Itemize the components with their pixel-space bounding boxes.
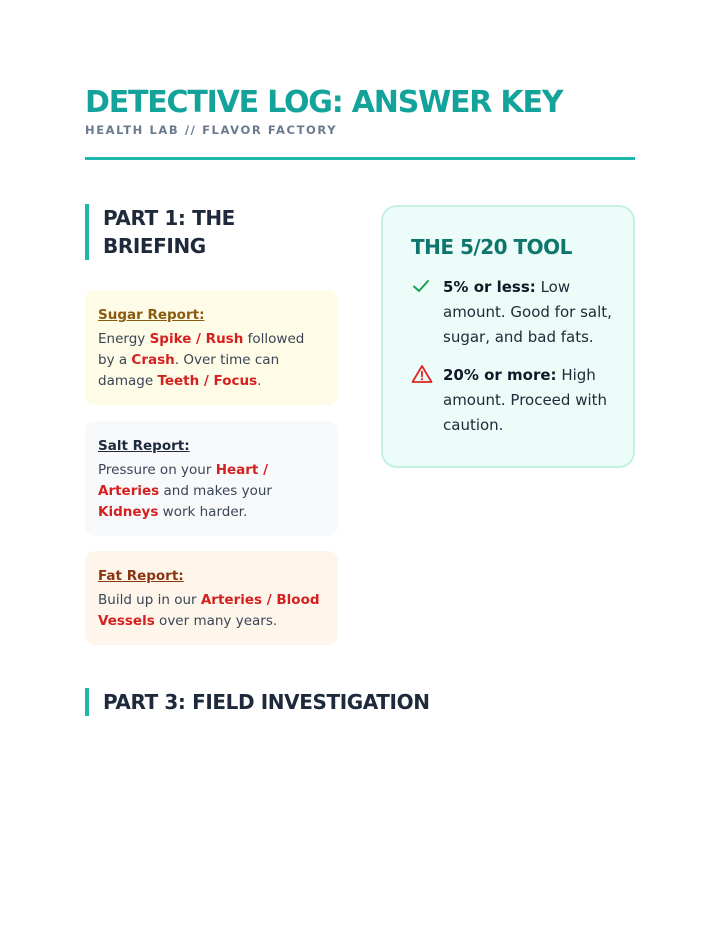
- tool-high-desc: High amount. Proceed with caution.: [443, 366, 608, 434]
- tool-title: THE 5/20 TOOL: [411, 235, 572, 259]
- sugar-text-1: Energy: [98, 331, 150, 347]
- part3-heading: PART 3: FIELD INVESTIGATION: [85, 688, 430, 716]
- salt-text-3: work harder.: [158, 504, 248, 520]
- tool-low-desc: Low amount. Good for salt, sugar, and bad fats.: [443, 278, 612, 346]
- part1-heading: PART 1: THE BRIEFING: [85, 204, 273, 260]
- salt-answer-1: Heart / Arteries: [98, 462, 269, 499]
- tool-item-high: [411, 363, 615, 438]
- page-header: [85, 86, 635, 137]
- sugar-report-card: [85, 290, 338, 405]
- sugar-text-3: . Over time can damage: [98, 352, 280, 389]
- tool-item-low: [411, 275, 615, 350]
- tool-high-label: 20% or more:: [443, 366, 557, 384]
- fat-text-2: over many years.: [154, 613, 278, 629]
- page-subtitle: HEALTH LAB // FLAVOR FACTORY: [85, 123, 338, 137]
- warning-icon: [411, 364, 433, 388]
- sugar-text-4: .: [257, 373, 262, 389]
- sugar-answer-1: Spike / Rush: [149, 331, 244, 347]
- sugar-report-title: Sugar Report:: [98, 307, 205, 323]
- salt-report-card: [85, 421, 338, 536]
- fat-answer-1: Arteries / Blood Vessels: [98, 592, 320, 629]
- page-title: DETECTIVE LOG: ANSWER KEY: [85, 85, 563, 120]
- tool-item-low-text: [443, 275, 615, 350]
- salt-report-title: Salt Report:: [98, 438, 190, 454]
- fat-report-title: Fat Report:: [98, 568, 184, 584]
- tool-low-label: 5% or less:: [443, 278, 536, 296]
- sugar-text-2: followed by a: [98, 331, 305, 368]
- fat-text-1: Build up in our: [98, 592, 201, 608]
- check-icon: [411, 276, 433, 300]
- salt-text-1: Pressure on your: [98, 462, 216, 478]
- sugar-answer-2: Crash: [131, 352, 175, 368]
- tool-item-high-text: [443, 363, 615, 438]
- tool-card: [381, 205, 635, 468]
- sugar-report-body: [98, 329, 325, 392]
- salt-answer-2: Kidneys: [98, 504, 159, 520]
- header-divider: [85, 157, 635, 160]
- salt-text-2: and makes your: [159, 483, 272, 499]
- fat-report-body: [98, 590, 325, 632]
- fat-report-card: [85, 551, 338, 645]
- sugar-answer-3: Teeth / Focus: [157, 373, 258, 389]
- salt-report-body: [98, 460, 325, 523]
